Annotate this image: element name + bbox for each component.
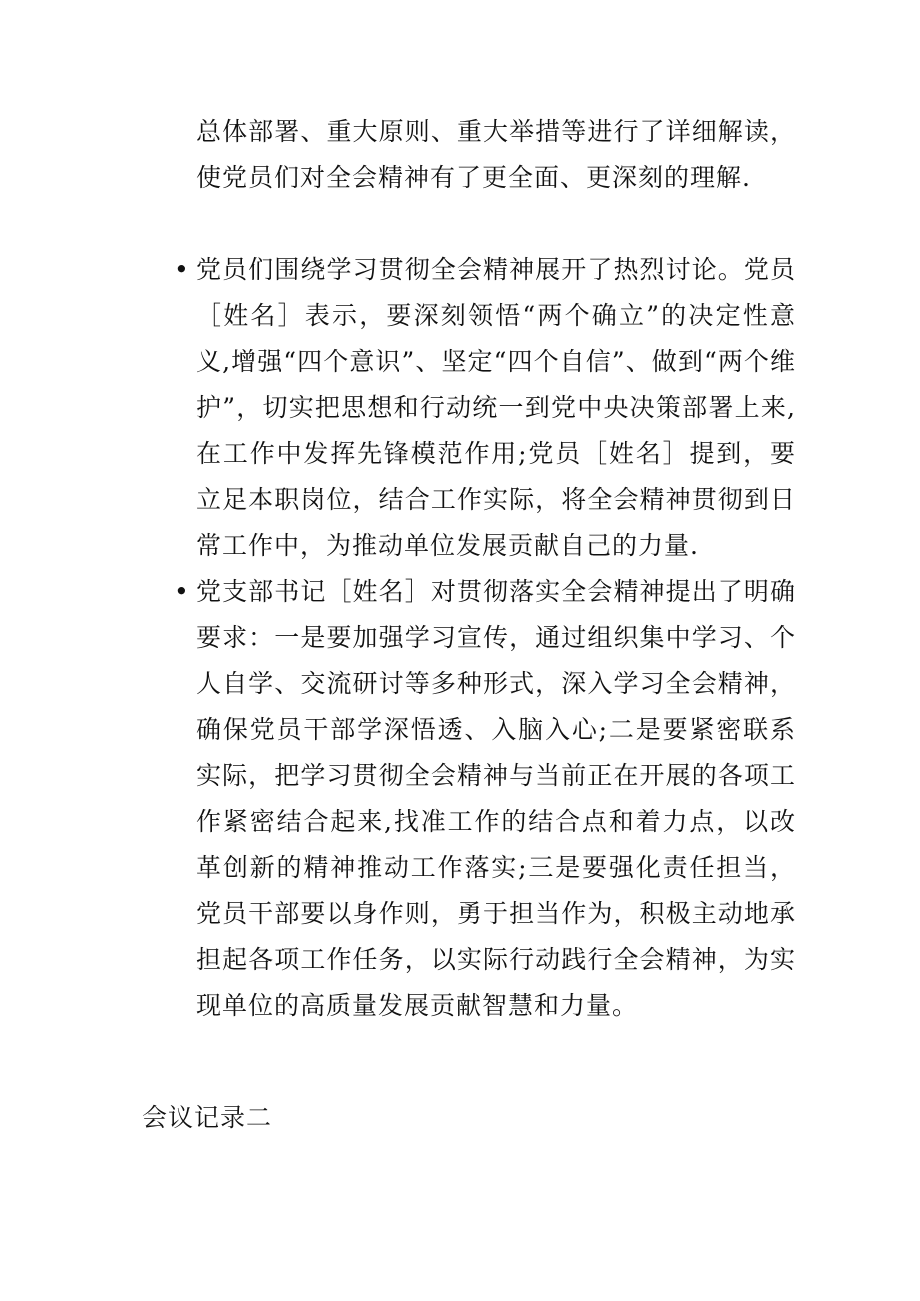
bullet-marker: • <box>174 577 189 606</box>
bullet-text: 党员们围绕学习贯彻全会精神展开了热烈讨论。党员［姓名］表示，要深刻领悟“两个确立”的决定性意义,增强“四个意识”、坚定“四个自信”、做到“两个维护”，切实把思想和行动统一到党中央决策部署上来,在工作中发挥先锋模范作用;党员［姓名］提到，要立足本职岗位，结合工作实际，将全会精神贯彻到日常工作中，为推动单位发展贡献自己的力量. <box>196 255 796 560</box>
bullet-marker: • <box>174 255 189 284</box>
continuation-paragraph: 总体部署、重大原则、重大举措等进行了详细解读，使党员们对全会精神有了更全面、更深刻的理解. <box>196 117 796 192</box>
bullet-text: 党支部书记［姓名］对贯彻落实全会精神提出了明确要求：一是要加强学习宣传，通过组织集中学习、个人自学、交流研讨等多种形式，深入学习全会精神，确保党员干部学深悟透、入脑入心;二是要紧密联系实际，把学习贯彻全会精神与当前正在开展的各项工作紧密结合起来,找准工作的结合点和着力点，以改革创新的精神推动工作落实;三是要强化责任担当，党员干部要以身作则，勇于担当作为，积极主动地承担起各项工作任务，以实际行动践行全会精神，为实现单位的高质量发展贡献智慧和力量。 <box>196 577 796 1020</box>
bullet-item <box>172 569 796 1029</box>
section-heading: 会议记录二 <box>142 1103 273 1132</box>
bullet-item <box>172 247 796 569</box>
